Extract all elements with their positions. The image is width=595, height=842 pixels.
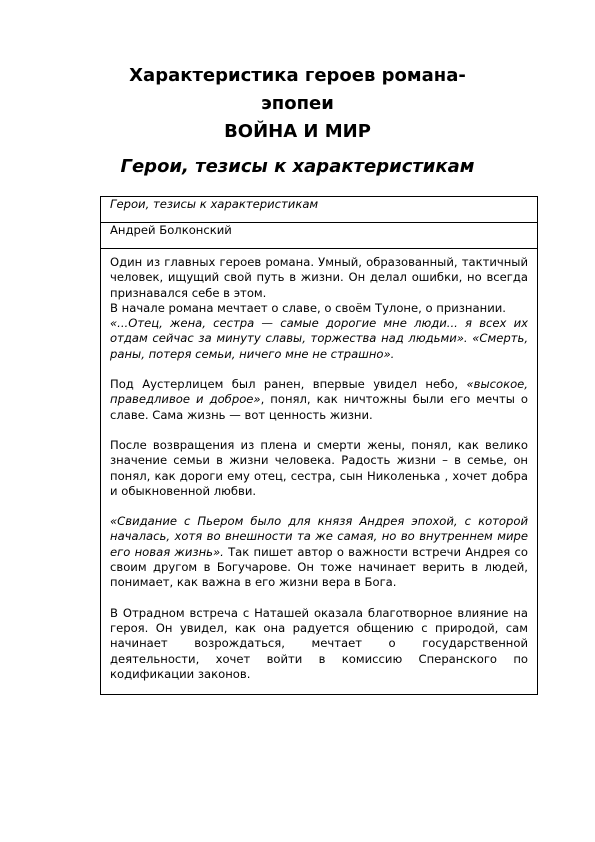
document-subtitle: Герои, тезисы к характеристикам [120, 156, 475, 177]
hero-description-row [101, 249, 538, 695]
pierre-text: Так пишет автор о важности встречи Андрея со своим другом в Богучарове. Он тоже начинает верить в людей, понимает, как важна в его жизни вера в Бога. [110, 544, 528, 590]
title-line-3: ВОЙНА И МИР [224, 121, 371, 142]
pierre-quote: «Свидание с Пьером было для князя Андрея эпохой, с которой началась, хотя во внешности та же самая, но во внутреннем мире его новая жизнь». [110, 514, 528, 559]
paragraph-quote-glory: «...Отец, жена, сестра — самые дорогие мне люди... я всех их отдам сейчас за минуту славы, торжества над людьми». «Смерть, раны, потеря семьи, ничего мне не страшно». [110, 316, 528, 361]
paragraph-otradnoe: В Отрадном встреча с Наташей оказала благотворное влияние на героя. Он увидел, как она радуется общению с природой, сам начинает возрождаться, мечтает о государственной деятельности, хочет войти в комиссию Сперанского по кодификации законов. [110, 605, 528, 681]
title-line-2: эпопеи [261, 93, 334, 114]
hero-name-cell: Андрей Болконский [101, 223, 538, 249]
hero-description-cell [101, 249, 538, 695]
austerlitz-quote: «высокое, праведливое и доброе» [110, 377, 528, 407]
austerlitz-text-end: , понял, как ничтожны были его мечты о славе. Сама жизнь — вот ценность жизни. [110, 392, 529, 422]
paragraph-spacer [110, 591, 528, 606]
austerlitz-text-start: Под Аустерлицем был ранен, впервые увидел небо, [110, 377, 467, 392]
paragraph-austerlitz [110, 377, 528, 423]
paragraph-intro: Один из главных героев романа. Умный, образованный, тактичный человек, ищущий свой путь в жизни. Он делал ошибки, но всегда признавался себе в этом. [110, 255, 528, 300]
paragraph-pierre [110, 514, 528, 590]
characteristics-table [100, 196, 538, 695]
table-header-cell: Герои, тезисы к характеристикам [101, 197, 538, 223]
paragraph-family: После возвращения из плена и смерти жены, понял, как велико значение семьи в жизни человека. Радость жизни – в семье, он понял, как дороги ему отец, сестра, сын Николенька , хочет добра и обыкновенной любви. [110, 437, 528, 498]
document-title [0, 62, 595, 146]
paragraph-spacer [110, 499, 528, 514]
hero-name-row [101, 223, 538, 249]
table-header-row [101, 197, 538, 223]
paragraph-dreams: В начале романа мечтает о славе, о своём Тулоне, о признании. [110, 300, 506, 315]
paragraph-spacer [110, 362, 528, 377]
paragraph-spacer [110, 423, 528, 438]
title-line-1: Характеристика героев романа- [129, 65, 466, 86]
